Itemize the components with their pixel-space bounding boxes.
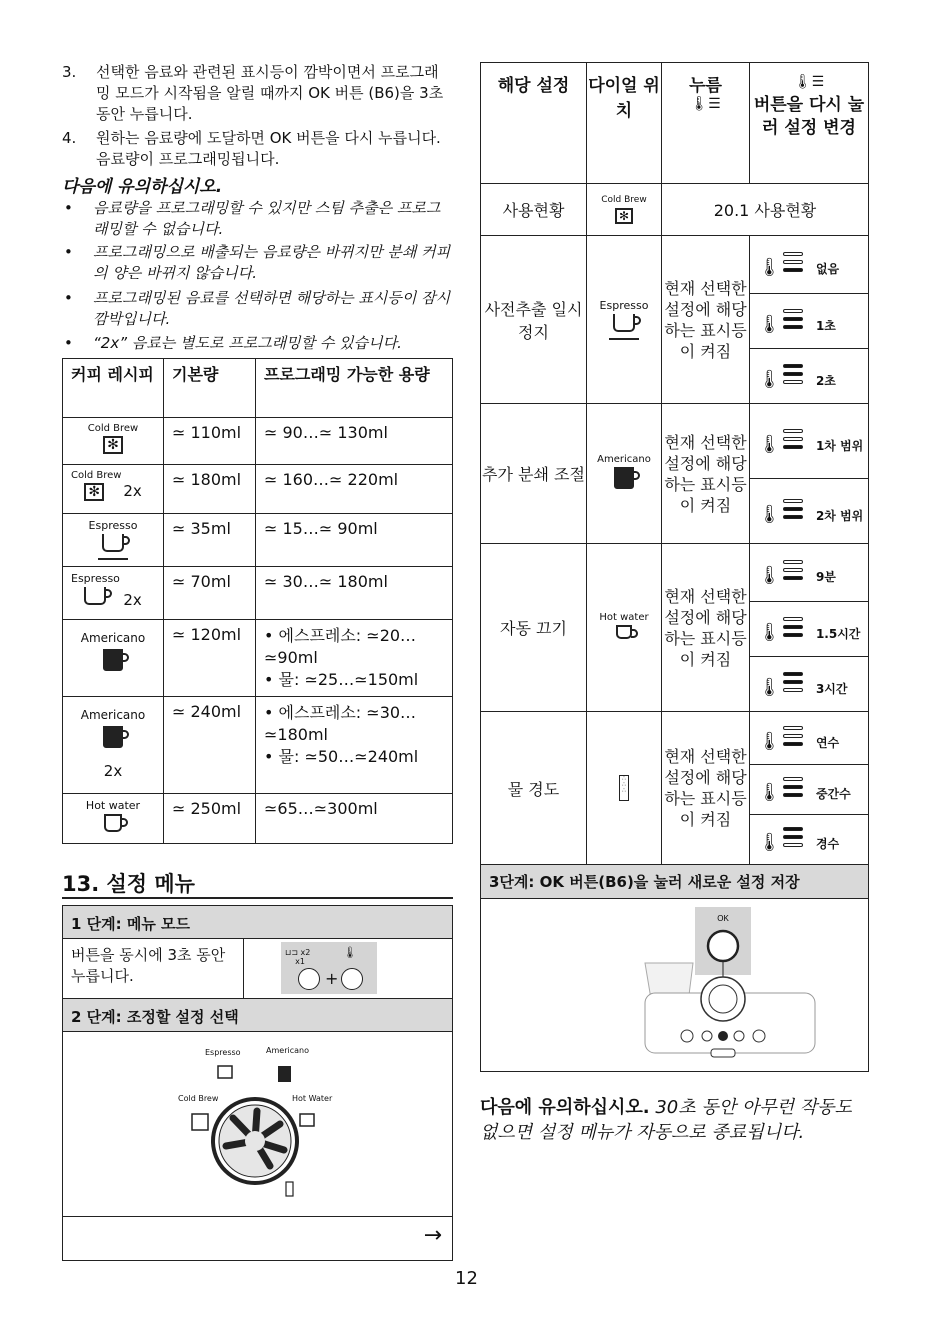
dial-label-americano: Americano <box>266 1046 309 1055</box>
option-cell[interactable]: 🌡︎ 경수 <box>750 815 869 865</box>
settings-steps-box <box>62 905 453 1261</box>
usage-value: 20.1 사용현황 <box>662 184 869 236</box>
option-cell[interactable]: 🌡︎ 2차 범위 <box>750 479 869 544</box>
header-base: 기본량 <box>164 359 256 418</box>
water-hardness-icon: ∴ ∴ ∴ <box>587 712 662 865</box>
option-cell[interactable]: 🌡︎ 중간수 <box>750 765 869 815</box>
setting-desc: 현재 선택한 설정에 해당하는 표시등이 켜짐 <box>662 404 750 544</box>
setting-desc: 현재 선택한 설정에 해당하는 표시등이 켜짐 <box>662 236 750 404</box>
americano-icon: Americano <box>63 620 164 697</box>
base-volume: ≃ 35ml <box>164 514 256 567</box>
option-cell[interactable]: 🌡︎ 2초 <box>750 349 869 404</box>
svg-text:OK: OK <box>716 913 729 923</box>
base-volume: ≃ 180ml <box>164 465 256 514</box>
table-row <box>481 236 869 294</box>
table-row <box>63 620 453 697</box>
step1-text: 버튼을 동시에 3초 동안 누릅니다. <box>63 939 244 998</box>
machine-diagram <box>481 899 869 1072</box>
espresso-icon: Espresso <box>63 514 164 567</box>
step-4 <box>62 128 452 170</box>
step1-content <box>63 939 452 999</box>
dial-label-cold-brew: Cold Brew <box>178 1094 219 1103</box>
dial-label-espresso: Espresso <box>205 1048 241 1057</box>
programmable-range: ≃ 15…≃ 90ml <box>256 514 453 567</box>
table-row <box>63 465 453 514</box>
programmable-range: ≃ 160…≃ 220ml <box>256 465 453 514</box>
arrow-right-icon[interactable]: → <box>423 1223 442 1248</box>
step-number: 3. <box>62 63 77 81</box>
base-volume: ≃ 250ml <box>164 794 256 844</box>
button-panel <box>281 942 377 994</box>
step2-title: 2 단계: 조정할 설정 선택 <box>63 999 452 1032</box>
thermometer-icon: 🌡︎ <box>343 946 357 959</box>
setting-desc: 현재 선택한 설정에 해당하는 표시등이 켜짐 <box>662 712 750 865</box>
table-row <box>63 418 453 465</box>
machine-icon <box>525 901 825 1066</box>
table-row <box>63 514 453 567</box>
espresso-icon: Espresso <box>587 236 662 404</box>
setting-name: 사용현황 <box>481 184 587 236</box>
cup-size-icon: ⊔⊐ x2 x1 <box>285 948 311 966</box>
step3-title: 3단계: OK 버튼(B6)을 눌러 새로운 설정 저장 <box>481 865 869 899</box>
final-note: 다음에 유의하십시오. 30초 동안 아무런 작동도 없으면 설정 메뉴가 자동으로 종료됩니다. <box>480 1097 852 1143</box>
programmable-range: ≃ 90…≃ 130ml <box>256 418 453 465</box>
step1-title: 1 단계: 메뉴 모드 <box>63 906 452 939</box>
table-row <box>481 404 869 479</box>
table-row <box>481 544 869 602</box>
header-change: 🌡︎☰ 버튼을 다시 눌러 설정 변경 <box>750 63 869 184</box>
thermometer-button-icon: 🌡︎☰ <box>690 96 721 112</box>
base-volume: ≃ 240ml <box>164 697 256 794</box>
option-cell[interactable]: 🌡︎ 연수 <box>750 712 869 765</box>
table-row <box>481 184 869 236</box>
setting-name: 사전추출 일시 정지 <box>481 236 587 404</box>
settings-table <box>480 62 869 1072</box>
thermometer-button-icon: 🌡︎☰ <box>793 74 825 90</box>
header-dial: 다이얼 위치 <box>587 63 662 184</box>
bullet-item: • 음료량을 프로그래밍할 수 있지만 스팀 추출은 프로그래밍할 수 없습니다. <box>64 199 441 238</box>
table-row <box>63 567 453 620</box>
step-text: 선택한 음료와 관련된 표시등이 깜박이면서 프로그래밍 모드가 시작됨을 알릴 때까지 OK 버튼 (B6)을 3초 동안 누릅니다. <box>96 63 444 123</box>
setting-desc: 현재 선택한 설정에 해당하는 표시등이 켜짐 <box>662 544 750 712</box>
table-row <box>63 794 453 844</box>
programmable-range: • 에스프레소: ≃20…≃90ml • 물: ≃25…≃150ml <box>256 620 453 697</box>
page-number: 12 <box>455 1268 478 1289</box>
programmable-range: ≃ 30…≃ 180ml <box>256 567 453 620</box>
header-setting: 해당 설정 <box>481 63 587 184</box>
dial-icon[interactable] <box>178 1056 338 1206</box>
bullet-item: • 프로그래밍된 음료를 선택하면 해당하는 표시등이 잠시 깜박입니다. <box>64 289 451 328</box>
setting-name: 자동 끄기 <box>481 544 587 712</box>
recipe-table <box>62 358 453 844</box>
programmable-range: ≃65…≃300ml <box>256 794 453 844</box>
option-cell[interactable]: 🌡︎ 1.5시간 <box>750 602 869 657</box>
plus-sign: + <box>325 969 339 988</box>
option-cell[interactable]: 🌡︎ 9분 <box>750 544 869 602</box>
bullet-item: • “2x” 음료는 별도로 프로그래밍할 수 있습니다. <box>64 334 402 352</box>
header-press: 누름 🌡︎☰ <box>662 63 750 184</box>
dial-label-hot-water: Hot Water <box>292 1094 333 1103</box>
step-text: 원하는 음료량에 도달하면 OK 버튼을 다시 누릅니다. 음료량이 프로그래밍됩니다. <box>96 129 441 168</box>
option-cell[interactable]: 🌡︎ 3시간 <box>750 657 869 712</box>
step-nav <box>63 1217 452 1260</box>
base-volume: ≃ 110ml <box>164 418 256 465</box>
cold-brew-2x-icon: Cold Brew ✻ 2x <box>63 465 164 514</box>
setting-name: 추가 분쇄 조절 <box>481 404 587 544</box>
setting-name: 물 경도 <box>481 712 587 865</box>
base-volume: ≃ 70ml <box>164 567 256 620</box>
header-recipe: 커피 레시피 <box>63 359 164 418</box>
note-title: 다음에 유의하십시오. <box>62 177 223 197</box>
americano-icon: Americano <box>587 404 662 544</box>
espresso-2x-icon: Espresso 2x <box>63 567 164 620</box>
size-button[interactable] <box>298 968 320 990</box>
step-3 <box>62 62 452 125</box>
table-row <box>63 697 453 794</box>
section-divider <box>62 897 453 899</box>
temperature-button[interactable] <box>341 968 363 990</box>
programmable-range: • 에스프레소: ≃30…≃180ml • 물: ≃50…≃240ml <box>256 697 453 794</box>
option-cell[interactable]: 🌡︎ 1초 <box>750 294 869 349</box>
americano-2x-icon: Americano 2x <box>63 697 164 794</box>
option-cell[interactable]: 🌡︎ 1차 범위 <box>750 404 869 479</box>
cold-brew-icon: Cold Brew ✻ <box>587 184 662 236</box>
step-number: 4. <box>62 129 77 147</box>
hot-water-icon: Hot water <box>63 794 164 844</box>
cold-brew-icon: Cold Brew ✻ <box>63 418 164 465</box>
base-volume: ≃ 120ml <box>164 620 256 697</box>
dial-diagram <box>63 1032 452 1217</box>
section-title: 13. 설정 메뉴 <box>62 872 195 896</box>
header-range: 프로그래밍 가능한 용량 <box>256 359 453 418</box>
option-cell[interactable]: 🌡︎ 없음 <box>750 236 869 294</box>
bullet-item: • 프로그래밍으로 배출되는 음료량은 바뀌지만 분쇄 커피의 양은 바뀌지 않습니다. <box>64 243 451 282</box>
table-row <box>481 712 869 765</box>
hot-water-icon: Hot water <box>587 544 662 712</box>
